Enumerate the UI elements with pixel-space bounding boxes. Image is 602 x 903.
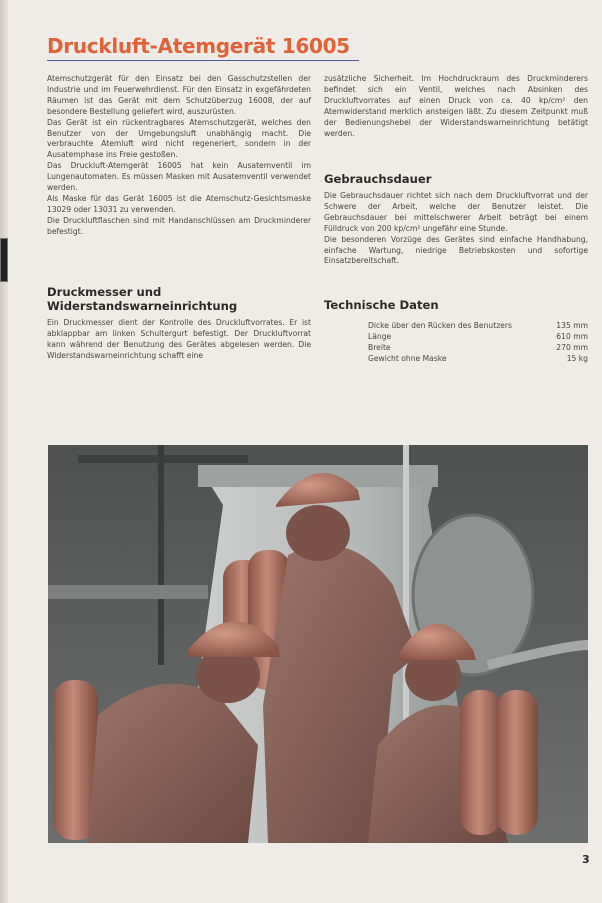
intro-paragraph: Atemschutzgerät für den Einsatz bei den Gasschutzstellen der Industrie und im Feuerwehrdienst. Für den Einsatz in exgefährdeten Räumen ist das Gerät mit dem Schutzüberzug 16008, der auf besondere Bestellung geliefert wird, auszurüsten. (47, 74, 311, 116)
worker-center-head (286, 505, 350, 561)
spec-label: Dicke über den Rücken des Benutzers (368, 321, 512, 330)
intro-section (47, 74, 311, 238)
spec-value: 135 mm (556, 321, 588, 330)
table-row (368, 343, 588, 354)
air-cylinder (496, 690, 538, 835)
air-cylinder (460, 690, 502, 835)
gebrauchsdauer-heading: Gebrauchsdauer (324, 172, 432, 186)
title-underline (47, 60, 359, 61)
spec-label: Gewicht ohne Maske (368, 353, 447, 363)
intro-paragraph: Das Druckluft-Atemgerät 16005 hat kein Ausatemventil im Lungenautomaten. Es müssen Masken mit Ausatemventil verwendet werden. (47, 161, 311, 193)
spec-value: 610 mm (556, 331, 588, 341)
binding-mark (0, 238, 8, 282)
page-spine (0, 0, 8, 903)
spec-value: 15 kg (566, 353, 588, 363)
intro-paragraph: Das Gerät ist ein rückentragbares Atemschutzgerät, welches den Benutzer von der Umgebungsluft unabhängig macht. Die verbrauchte Atemluft wird nicht regeneriert, sondern in der Ausatemphase ins Freie gestoßen. (47, 117, 311, 160)
photo-illustration (48, 445, 588, 843)
workers-photo (48, 445, 588, 843)
table-row (368, 321, 588, 332)
spec-value: 270 mm (556, 342, 588, 352)
spec-label: Breite (368, 342, 391, 352)
druckmesser-continued (324, 74, 588, 139)
page-title: Druckluft-Atemgerät 16005 (47, 34, 350, 58)
intro-paragraph: Die Druckluftflaschen sind mit Handanschlüssen am Druckminderer befestigt. (47, 215, 311, 236)
pipe (48, 585, 208, 599)
druckmesser-text-continued: zusätzliche Sicherheit. Im Hochdruckraum des Druckminderers befindet sich ein Ventil, welches nach Absinken des Druckluftvorrates auf einen Druck von ca. 40 kp/cm² den Atemwiderstand merklich ansteigen läßt. Zu diesem Zeitpunkt muß der Bedienungshebel der Widerstandswarneinrichtung betätigt werden. (324, 74, 588, 138)
pipe (158, 445, 164, 665)
page-number: 3 (582, 853, 590, 866)
table-row (368, 332, 588, 343)
spec-label: Länge (368, 331, 392, 341)
druckmesser-text: Ein Druckmesser dient der Kontrolle des Druckluftvorrates. Er ist abklappbar am linken Schultergurt befestigt. Der Druckluftvorrat kann während der Benutzung des Gerätes abgelesen werden. Die Widerstandswarneinrichtung schafft eine (47, 318, 311, 360)
table-row (368, 354, 588, 365)
druckmesser-heading: Druckmesser und Widerstandswarneinrichtung (47, 285, 238, 313)
druckmesser-section (47, 285, 311, 362)
gebrauchsdauer-paragraph: Die besonderen Vorzüge des Gerätes sind einfache Handhabung, einfache Wartung, niedrige Betriebskosten und sofortige Einsatzbereitschaft. (324, 234, 588, 266)
gebrauchsdauer-paragraph: Die Gebrauchsdauer richtet sich nach dem Druckluftvorrat und der Schwere der Arbeit, welche der Benutzer leistet. Die Gebrauchsdauer bei mittelschwerer Arbeit beträgt bei einem Fülldruck von 200 kp/cm² ungefähr eine Stunde. (324, 191, 588, 233)
technische-daten-heading: Technische Daten (324, 298, 439, 312)
gebrauchsdauer-section (324, 172, 588, 267)
intro-paragraph: Als Maske für das Gerät 16005 ist die Atemschutz-Gesichtsmaske 13029 oder 13031 zu verwenden. (47, 193, 311, 214)
technische-daten-section (324, 298, 588, 312)
technische-daten-table (368, 321, 588, 365)
